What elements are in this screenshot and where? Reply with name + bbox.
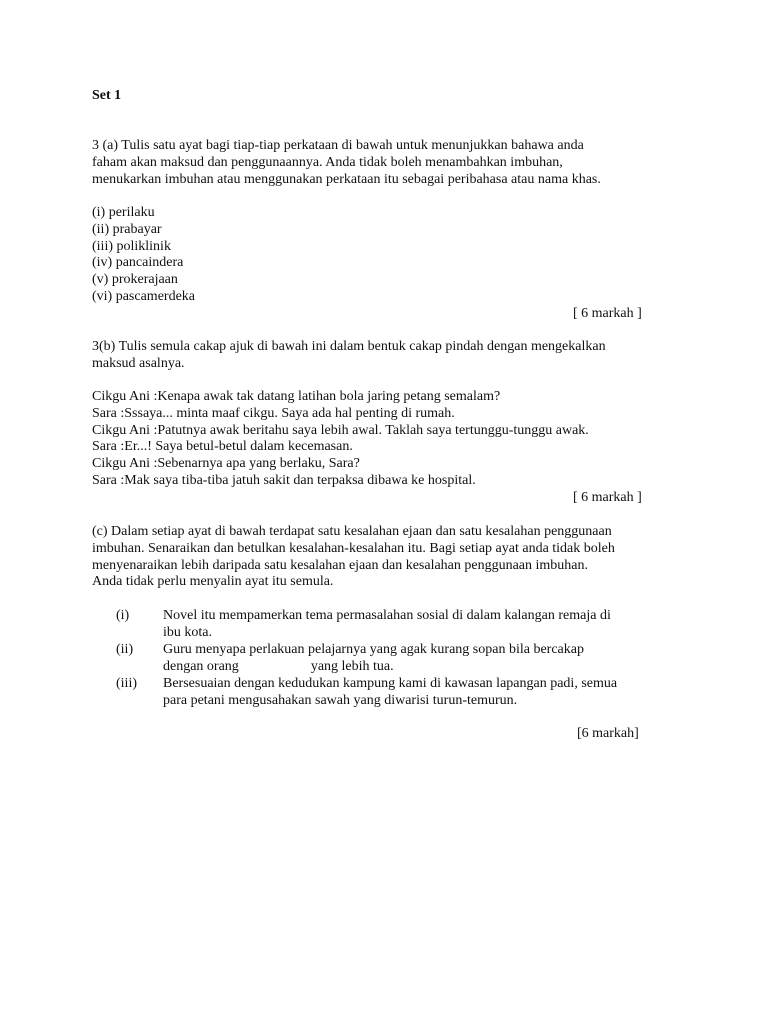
question-line: Bersesuaian dengan kedudukan kampung kami di kawasan lapangan padi, semua: [163, 676, 618, 691]
word-item: (i) perilaku: [92, 205, 155, 220]
dialogue-line: Sara :Sssaya... minta maaf cikgu. Saya ada hal penting di rumah.: [92, 405, 455, 421]
question-text: [163, 676, 617, 710]
section-a-word-list: [92, 205, 692, 306]
question-line: Novel itu mempamerkan tema permasalahan sosial di dalam kalangan remaja di: [163, 608, 611, 623]
section-a-line: 3 (a) Tulis satu ayat bagi tiap-tiap perkataan di bawah untuk menunjukkan bahawa anda: [92, 138, 584, 153]
section-b-instructions: [92, 339, 692, 373]
word-item: (iii) poliklinik: [92, 238, 171, 254]
question-number: (i): [116, 608, 130, 623]
dialogue-line: Sara :Er...! Saya betul-betul dalam kecemasan.: [92, 439, 353, 455]
question-number: (ii): [116, 642, 134, 657]
section-a-instructions: [92, 138, 692, 188]
question-line-part: yang lebih tua.: [310, 658, 394, 674]
section-b-marks: [ 6 markah ]: [573, 490, 642, 505]
question-number: (iii): [116, 676, 137, 691]
dialogue-line: Cikgu Ani :Kenapa awak tak datang latihan bola jaring petang semalam?: [92, 389, 501, 404]
question-line-part: dengan orang: [163, 658, 239, 674]
section-b-line: maksud asalnya.: [92, 355, 185, 371]
section-a-line: faham akan maksud dan penggunaannya. Anda tidak boleh menambahkan imbuhan,: [92, 154, 563, 170]
section-a-marks: [ 6 markah ]: [573, 306, 642, 321]
section-c-instructions: [92, 524, 692, 591]
section-b-dialogue: [92, 389, 692, 490]
section-c-line: menyenaraikan lebih daripada satu kesalahan ejaan dan kesalahan penggunaan imbuhan.: [92, 557, 589, 573]
dialogue-line: Sara :Mak saya tiba-tiba jatuh sakit dan terpaksa dibawa ke hospital.: [92, 472, 476, 488]
dialogue-line: Cikgu Ani :Patutnya awak beritahu saya lebih awal. Taklah saya tertunggu-tunggu awak.: [92, 422, 589, 438]
section-b-line: 3(b) Tulis semula cakap ajuk di bawah ini dalam bentuk cakap pindah dengan mengekalkan: [92, 339, 606, 354]
question-item-i: [116, 608, 676, 642]
question-line: ibu kota.: [163, 624, 212, 640]
section-c-line: imbuhan. Senaraikan dan betulkan kesalahan-kesalahan itu. Bagi setiap ayat anda tidak boleh: [92, 540, 615, 556]
dialogue-line: Cikgu Ani :Sebenarnya apa yang berlaku, Sara?: [92, 456, 360, 472]
word-item: (vi) pascamerdeka: [92, 288, 195, 304]
question-item-ii: [116, 642, 676, 676]
question-text: [163, 642, 584, 676]
section-c-marks: [6 markah]: [577, 726, 639, 741]
question-item-iii: [116, 676, 676, 710]
question-line: [163, 659, 584, 676]
section-a-line: menukarkan imbuhan atau menggunakan perkataan itu sebagai peribahasa atau nama khas.: [92, 171, 601, 187]
section-c-line: Anda tidak perlu menyalin ayat itu semula.: [92, 574, 334, 590]
word-item: (v) prokerajaan: [92, 272, 178, 288]
word-item: (ii) prabayar: [92, 221, 162, 237]
set-heading: Set 1: [92, 88, 122, 103]
question-line: para petani mengusahakan sawah yang diwarisi turun-temurun.: [163, 692, 518, 708]
question-line: Guru menyapa perlakuan pelajarnya yang agak kurang sopan bila bercakap: [163, 642, 584, 657]
question-text: [163, 608, 611, 642]
word-item: (iv) pancaindera: [92, 255, 184, 271]
section-c-line: (c) Dalam setiap ayat di bawah terdapat satu kesalahan ejaan dan satu kesalahan penggunaan: [92, 524, 612, 539]
